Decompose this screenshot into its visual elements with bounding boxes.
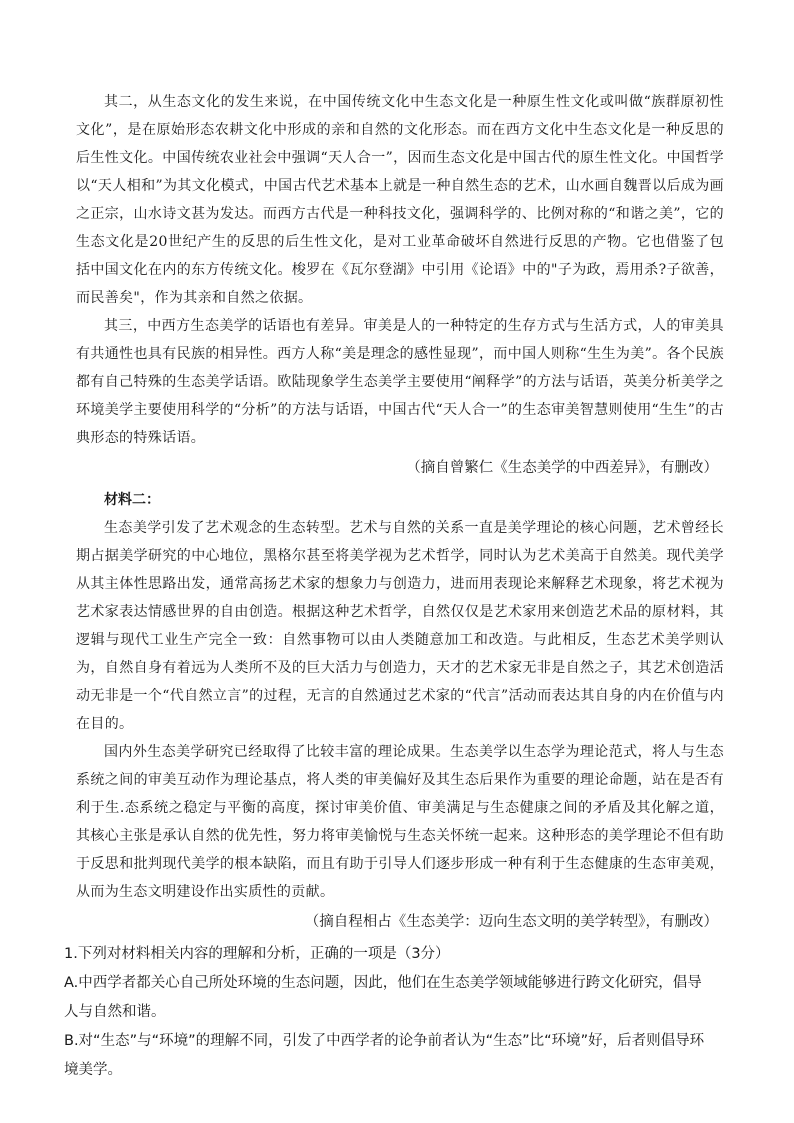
question-1-option-a xyxy=(64,969,712,1027)
document-body xyxy=(64,88,724,1085)
material-two-paragraph-2: 国内外生态美学研究已经取得了比较丰富的理论成果。生态美学以生态学为理论范式，将人与生态系统之间的审美互动作为理论基点，将人类的审美偏好及其生态后果作为重要的理论命题，站在是否有利于生.态系统之稳定与平衡的高度，探讨审美价值、审美满足与生态健康之间的矛盾及其化解之道，其核心主张是承认自然的优先性，努力将审美愉悦与生态关怀统一起来。这种形态的美学理论不但有助于反思和批判现代美学的根本缺陷，而且有助于引导人们逐步形成一种有利于生态健康的生态审美观，从而为生态文明建设作出实质性的贡献。 xyxy=(76,744,724,900)
source-citation-one: （摘自曾繁仁《生态美学的中西差异》，有删改） xyxy=(406,460,718,476)
source-citation-two: （摘自程相占《生态美学：迈向生态文明的美学转型》，有删改） xyxy=(304,914,718,930)
question-1-stem: 1.下列对材料相关内容的理解和分析，正确的一项是（3分） xyxy=(64,946,450,962)
question-1-option-b xyxy=(64,1027,712,1085)
option-a-text: A.中西学者都关心自己所处环境的生态问题，因此，他们在生态美学领域能够进行跨文化研究，倡导人与自然和谐。 xyxy=(64,975,702,1020)
option-b-text: B.对“生态”与“环境”的理解不同，引发了中西学者的论争前者认为“生态”比“环境”好，后者则倡导环境美学。 xyxy=(64,1033,705,1078)
material-two-heading: 材料二： xyxy=(104,492,160,508)
material-one-paragraph-2: 其二，从生态文化的发生来说，在中国传统文化中生态文化是一种原生性文化或叫做“族群原初性文化”，是在原始形态农耕文化中形成的亲和自然的文化形态。而在西方文化中生态文化是一种反思的后生性文化。中国传统农业社会中强调“天人合一”，因而生态文化是中国古代的原生性文化。中国哲学以“天人相和”为其文化模式，中国古代艺术基本上就是一种自然生态的艺术，山水画自魏晋以后成为画之正宗，山水诗文甚为发达。而西方古代是一种科技文化，强调科学的、比例对称的“和谐之美”，它的生态文化是20世纪产生的反思的后生性文化，是对工业革命破坏自然进行反思的产物。它也借鉴了包括中国文化在内的东方传统文化。梭罗在《瓦尔登湖》中引用《论语》中的"子为政，焉用杀?子欲善，而民善矣"，作为其亲和自然之依据。 xyxy=(76,94,724,306)
material-two-paragraph-1: 生态美学引发了艺术观念的生态转型。艺术与自然的关系一直是美学理论的核心问题，艺术曾经长期占据美学研究的中心地位，黑格尔甚至将美学视为艺术哲学，同时认为艺术美高于自然美。现代美学从其主体性思路出发，通常高扬艺术家的想象力与创造力，进而用表现论来解释艺术现象，将艺术视为艺术家表达情感世界的自由创造。根据这种艺术哲学，自然仅仅是艺术家用来创造艺术品的原材料，其逻辑与现代工业生产完全一致：自然事物可以由人类随意加工和改造。与此相反，生态艺术美学则认为，自然自身有着远为人类所不及的巨大活力与创造力，天才的艺术家无非是自然之子，其艺术创造活动无非是一个“代自然立言”的过程，无言的自然通过艺术家的“代言”活动而表达其自身的内在价值与内在目的。 xyxy=(76,520,724,732)
material-one-paragraph-3: 其三，中西方生态美学的话语也有差异。审美是人的一种特定的生存方式与生活方式，人的审美具有共通性也具有民族的相异性。西方人称“美是理念的感性显现”，而中国人则称“生生为美”。各个民族都有自己特殊的生态美学话语。欧陆现象学生态美学主要使用“阐释学”的方法与话语，英美分析美学之环境美学主要使用科学的“分析”的方法与话语，中国古代“天人合一”的生态审美智慧则使用“生生”的古典形态的特殊话语。 xyxy=(76,318,724,446)
